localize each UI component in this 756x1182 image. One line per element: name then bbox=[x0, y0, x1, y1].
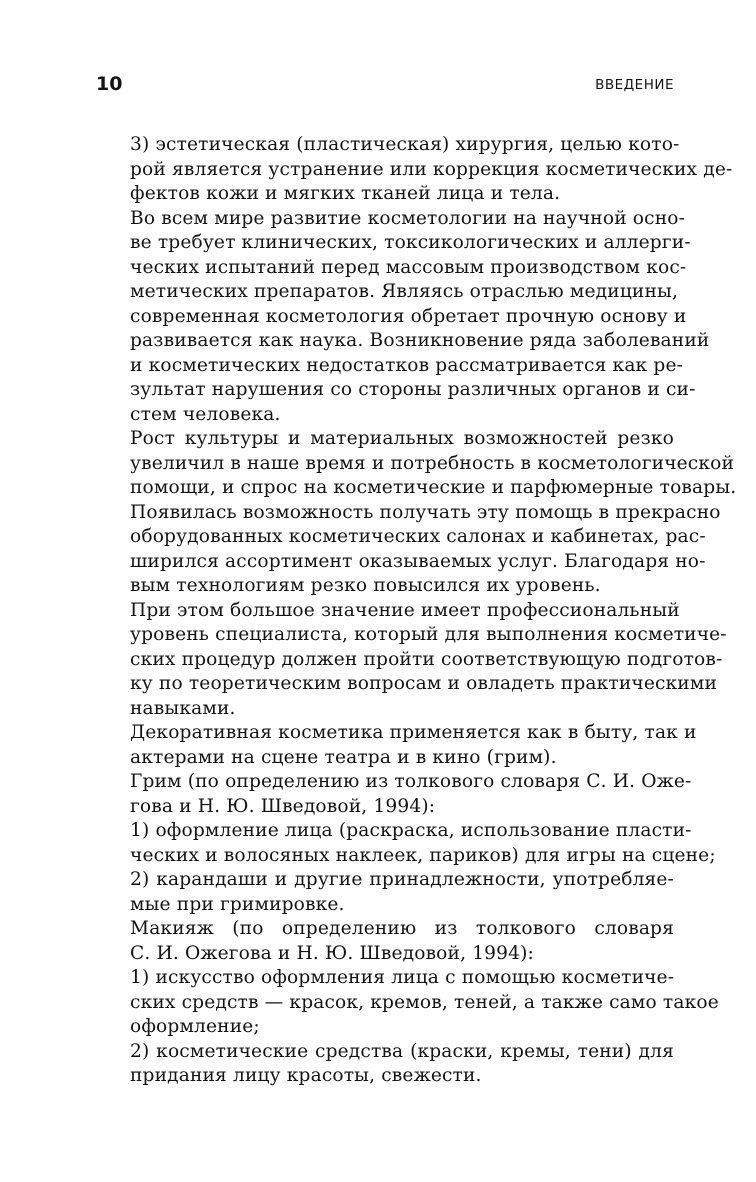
text-line: ских средств — красок, кремов, теней, а также само такое bbox=[130, 991, 719, 1013]
text-line: стем человека. bbox=[130, 403, 281, 425]
text-line: вым технологиям резко повысился их уровень. bbox=[130, 575, 601, 596]
text-line: ческих испытаний перед массовым производством кос- bbox=[130, 256, 687, 278]
text-line: С. И. Ожегова и Н. Ю. Шведовой, 1994): bbox=[130, 942, 534, 964]
text-line: ских процедур должен пройти соответствующую подготов- bbox=[130, 648, 723, 670]
paragraph bbox=[96, 917, 674, 966]
text-line: и косметических недостатков рассматривается как ре- bbox=[130, 354, 684, 376]
section-title: ВВЕДЕНИЕ bbox=[595, 77, 674, 93]
text-line: мые при гримировке. bbox=[130, 893, 345, 915]
text-line: 3) эстетическая (пластическая) хирургия, целью кото- bbox=[130, 134, 680, 155]
paragraph bbox=[96, 599, 727, 722]
text-line: При этом большое значение имеет профессиональный bbox=[130, 599, 680, 621]
text-line: фектов кожи и мягких тканей лица и тела. bbox=[130, 183, 561, 204]
text-line: 2) карандаши и другие принадлежности, употребляе- bbox=[130, 869, 674, 890]
text-line: оформление; bbox=[130, 1016, 260, 1037]
text-line: Макияж (по определению из толкового словаря bbox=[130, 918, 674, 939]
paragraph bbox=[96, 133, 733, 207]
text-line: 1) искусство оформления лица с помощью косметиче- bbox=[130, 967, 675, 988]
text-line: ширился ассортимент оказываемых услуг. Благодаря но- bbox=[130, 550, 706, 572]
paragraph bbox=[96, 868, 674, 917]
paragraph bbox=[96, 427, 737, 599]
paragraph bbox=[96, 819, 716, 868]
text-line: Появилась возможность получать эту помощь в прекрасно bbox=[130, 501, 721, 523]
paragraph bbox=[96, 770, 692, 819]
text-line: зультат нарушения со стороны различных органов и си- bbox=[130, 379, 696, 400]
paragraph bbox=[96, 207, 710, 428]
text-line: оборудованных косметических салонах и кабинетах, рас- bbox=[130, 526, 706, 547]
text-line: гова и Н. Ю. Шведовой, 1994): bbox=[130, 795, 436, 817]
running-head bbox=[96, 72, 674, 96]
text-line: Грим (по определению из толкового словаря С. И. Оже- bbox=[130, 771, 692, 792]
text-line: рой является устранение или коррекция косметических де- bbox=[130, 158, 733, 180]
text-line: 2) косметические средства (краски, кремы, тени) для bbox=[130, 1040, 674, 1062]
text-line: современная косметология обретает прочную основу и bbox=[130, 305, 687, 327]
paragraph bbox=[96, 966, 719, 1040]
text-line: помощи, и спрос на косметические и парфюмерные товары. bbox=[130, 477, 737, 498]
text-line: навыками. bbox=[130, 697, 236, 719]
text-line: ве требует клинических, токсикологических и аллерги- bbox=[130, 232, 691, 253]
text-line: Рост культуры и материальных возможностей резко bbox=[130, 428, 674, 449]
text-line: 1) оформление лица (раскраска, использование пласти- bbox=[130, 820, 692, 841]
text-line: Во всем мире развитие косметологии на научной осно- bbox=[130, 207, 686, 229]
paragraph bbox=[96, 1040, 674, 1089]
text-line: ческих и волосяных наклеек, париков) для игры на сцене; bbox=[130, 844, 716, 866]
paragraph bbox=[96, 721, 697, 770]
text-line: метических препаратов. Являясь отраслью медицины, bbox=[130, 281, 679, 302]
body-text bbox=[96, 133, 737, 1089]
text-line: уровень специалиста, который для выполнения косметиче- bbox=[130, 624, 727, 645]
text-line: ку по теоретическим вопросам и овладеть практическими bbox=[130, 673, 718, 694]
text-line: актерами на сцене театра и в кино (грим). bbox=[130, 746, 557, 768]
page-number: 10 bbox=[96, 73, 123, 95]
text-line: придания лицу красоты, свежести. bbox=[130, 1065, 482, 1086]
text-line: развивается как наука. Возникновение ряда заболеваний bbox=[130, 330, 710, 351]
text-line: увеличил в наше время и потребность в косметологической bbox=[130, 452, 735, 474]
text-line: Декоративная косметика применяется как в быту, так и bbox=[130, 722, 697, 743]
